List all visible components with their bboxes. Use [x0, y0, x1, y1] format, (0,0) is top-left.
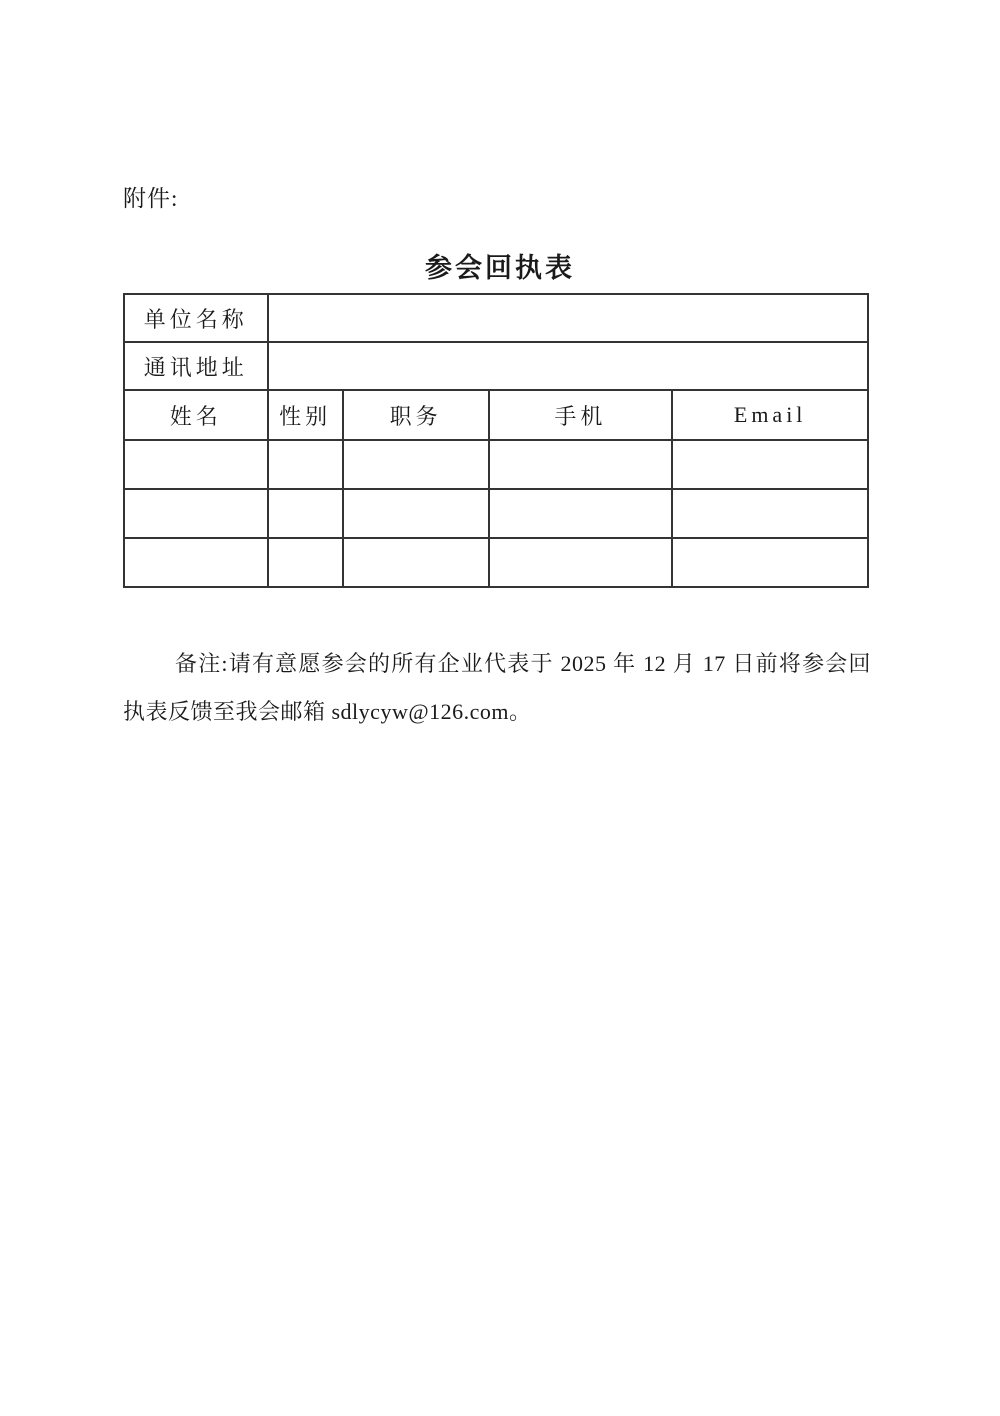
- empty-entry-cell: [124, 489, 268, 538]
- column-header-mobile: 手机: [489, 390, 673, 440]
- empty-entry-cell: [268, 489, 343, 538]
- empty-entry-cell: [489, 440, 673, 489]
- reply-form-table: [123, 293, 869, 588]
- empty-entry-cell: [343, 489, 489, 538]
- column-header-name: 姓名: [124, 390, 268, 440]
- table-header-row: [124, 390, 868, 440]
- empty-entry-cell: [672, 538, 868, 587]
- empty-entry-cell: [124, 440, 268, 489]
- unit-name-label: 单位名称: [124, 294, 268, 342]
- column-header-email: Email: [672, 390, 868, 440]
- empty-entry-cell: [268, 440, 343, 489]
- address-label: 通讯地址: [124, 342, 268, 390]
- empty-entry-cell: [124, 538, 268, 587]
- empty-entry-cell: [343, 440, 489, 489]
- empty-entry-cell: [268, 538, 343, 587]
- empty-entry-cell: [343, 538, 489, 587]
- empty-entry-cell: [672, 489, 868, 538]
- address-value-cell: [268, 342, 868, 390]
- page-title: 参会回执表: [425, 253, 575, 283]
- column-header-gender: 性别: [268, 390, 343, 440]
- table-row-entry: [124, 440, 868, 489]
- table-row-address: [124, 342, 868, 390]
- table-row-unit-name: [124, 294, 868, 342]
- unit-name-value-cell: [268, 294, 868, 342]
- empty-entry-cell: [672, 440, 868, 489]
- attachment-label: 附件:: [123, 186, 179, 211]
- empty-entry-cell: [489, 489, 673, 538]
- table-row-entry: [124, 538, 868, 587]
- note-text: 备注:请有意愿参会的所有企业代表于 2025 年 12 月 17 日前将参会回执表反馈至我会邮箱 sdlycyw@126.com。: [123, 651, 871, 724]
- empty-entry-cell: [489, 538, 673, 587]
- table-row-entry: [124, 489, 868, 538]
- column-header-title: 职务: [343, 390, 489, 440]
